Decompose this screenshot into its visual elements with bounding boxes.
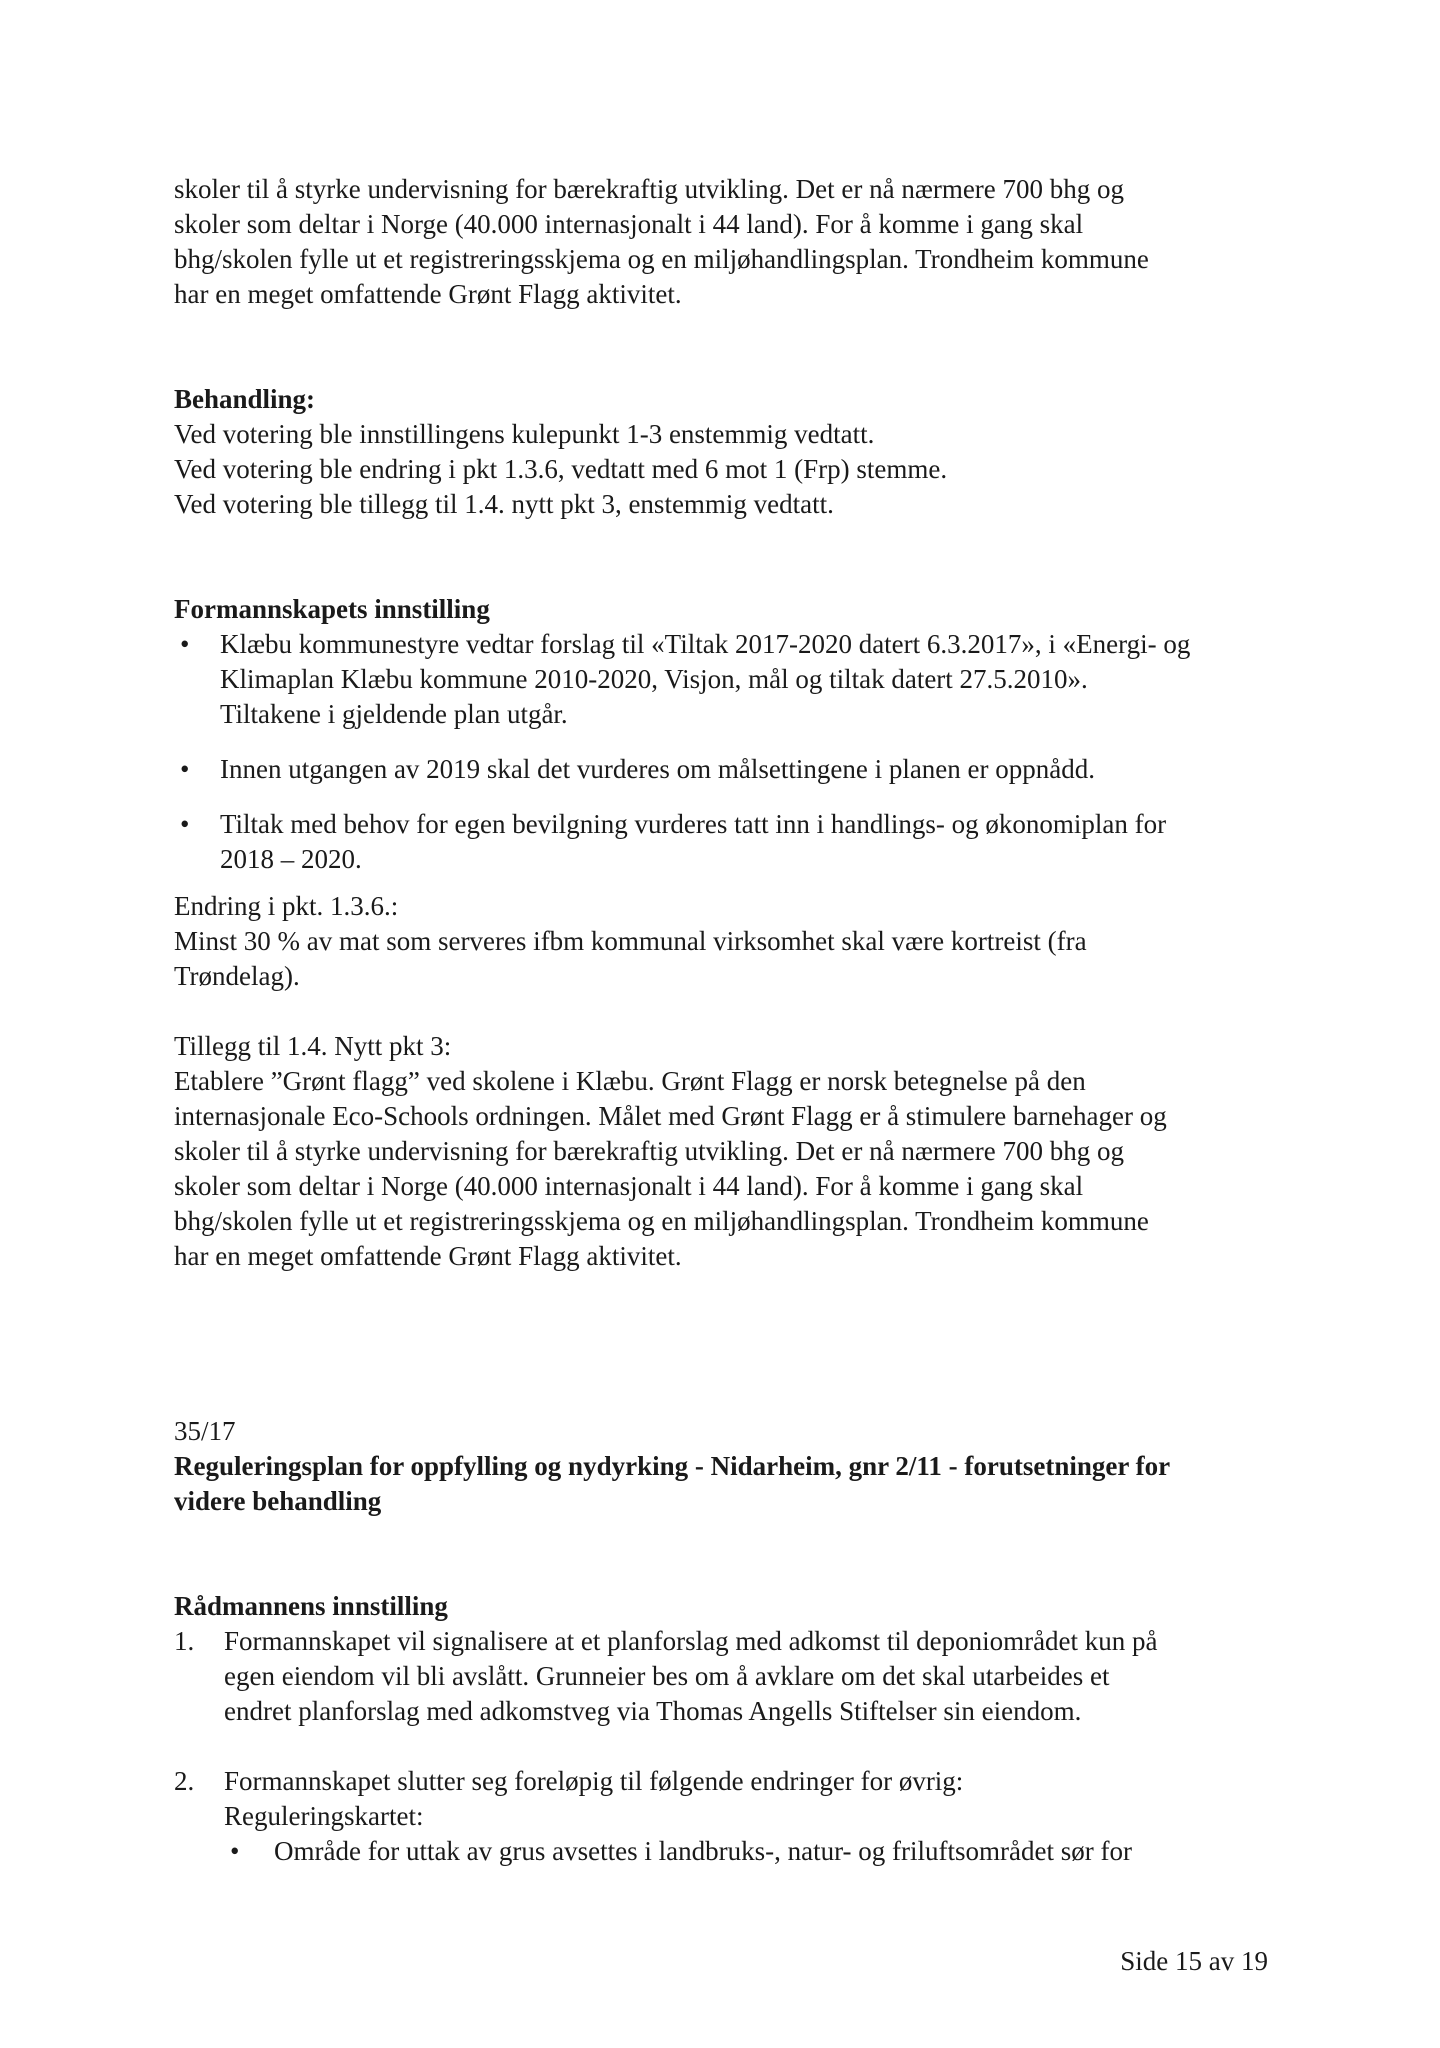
list-item bbox=[174, 627, 1284, 732]
formannskap-section bbox=[174, 592, 1284, 877]
list-item bbox=[174, 752, 1284, 787]
page-number: Side 15 av 19 bbox=[1120, 1946, 1268, 1976]
text-line: bhg/skolen fylle ut et registreringsskjema og en miljøhandlingsplan. Trondheim kommune bbox=[174, 244, 1149, 274]
text-line: skoler til å styrke undervisning for bærekraftig utvikling. Det er nå nærmere 700 bhg og bbox=[174, 1136, 1125, 1166]
text-line: Ved votering ble tillegg til 1.4. nytt pkt 3, enstemmig vedtatt. bbox=[174, 489, 834, 519]
case-title-line: videre behandling bbox=[174, 1486, 382, 1516]
text-line: Ved votering ble endring i pkt 1.3.6, vedtatt med 6 mot 1 (Frp) stemme. bbox=[174, 454, 948, 484]
text-line: skoler som deltar i Norge (40.000 internasjonalt i 44 land). For å komme i gang skal bbox=[174, 1171, 1084, 1201]
text-line: Tiltak med behov for egen bevilgning vurderes tatt inn i handlings- og økonomiplan for bbox=[220, 809, 1167, 839]
case-title-line: Reguleringsplan for oppfylling og nydyrking - Nidarheim, gnr 2/11 - forutsetninger for bbox=[174, 1451, 1171, 1481]
text-line: Ved votering ble innstillingens kulepunkt 1-3 enstemmig vedtatt. bbox=[174, 419, 875, 449]
text-line: Formannskapet slutter seg foreløpig til følgende endringer for øvrig: bbox=[224, 1766, 964, 1796]
behandling-heading: Behandling: bbox=[174, 384, 316, 414]
text-line: Reguleringskartet: bbox=[224, 1801, 424, 1831]
text-line: Klæbu kommunestyre vedtar forslag til «Tiltak 2017-2020 datert 6.3.2017», i «Energi- og bbox=[220, 629, 1191, 659]
text-line: Tiltakene i gjeldende plan utgår. bbox=[220, 699, 568, 729]
item-number: 1. bbox=[174, 1626, 195, 1656]
intro-paragraph bbox=[174, 172, 1284, 312]
case-section bbox=[174, 1414, 1284, 1519]
text-line: 2018 – 2020. bbox=[220, 844, 362, 874]
text-line: Område for uttak av grus avsettes i landbruks-, natur- og friluftsområdet sør for bbox=[274, 1836, 1132, 1866]
formannskap-heading: Formannskapets innstilling bbox=[174, 594, 490, 624]
formannskap-bullets bbox=[174, 627, 1284, 877]
text-line: endret planforslag med adkomstveg via Thomas Angells Stiftelser sin eiendom. bbox=[224, 1696, 1082, 1726]
tillegg-section bbox=[174, 1029, 1284, 1274]
document-page bbox=[174, 172, 1284, 1869]
text-line: bhg/skolen fylle ut et registreringsskjema og en miljøhandlingsplan. Trondheim kommune bbox=[174, 1206, 1149, 1236]
text-line: Innen utgangen av 2019 skal det vurderes om målsettingene i planen er oppnådd. bbox=[220, 754, 1095, 784]
bullet-icon: • bbox=[230, 1836, 240, 1866]
text-line: egen eiendom vil bli avslått. Grunneier bes om å avklare om det skal utarbeides et bbox=[224, 1661, 1110, 1691]
list-item bbox=[174, 807, 1284, 877]
text-line: internasjonale Eco-Schools ordningen. Målet med Grønt Flagg er å stimulere barnehager og bbox=[174, 1101, 1167, 1131]
text-line: skoler som deltar i Norge (40.000 internasjonalt i 44 land). For å komme i gang skal bbox=[174, 209, 1084, 239]
text-line: Etablere ”Grønt flagg” ved skolene i Klæbu. Grønt Flagg er norsk betegnelse på den bbox=[174, 1066, 1086, 1096]
radmann-list bbox=[174, 1624, 1284, 1869]
text-line: Endring i pkt. 1.3.6.: bbox=[174, 891, 399, 921]
text-line: Formannskapet vil signalisere at et planforslag med adkomst til deponiområdet kun på bbox=[224, 1626, 1158, 1656]
text-line: har en meget omfattende Grønt Flagg aktivitet. bbox=[174, 1241, 682, 1271]
case-number: 35/17 bbox=[174, 1416, 236, 1446]
item-number: 2. bbox=[174, 1766, 195, 1796]
text-line: har en meget omfattende Grønt Flagg aktivitet. bbox=[174, 279, 682, 309]
sub-bullets bbox=[224, 1834, 1284, 1869]
endring-section bbox=[174, 889, 1284, 994]
behandling-section bbox=[174, 382, 1284, 522]
text-line: skoler til å styrke undervisning for bærekraftig utvikling. Det er nå nærmere 700 bhg og bbox=[174, 174, 1125, 204]
radmann-section bbox=[174, 1589, 1284, 1869]
list-item bbox=[224, 1834, 1284, 1869]
text-line: Tillegg til 1.4. Nytt pkt 3: bbox=[174, 1031, 452, 1061]
text-line: Minst 30 % av mat som serveres ifbm kommunal virksomhet skal være kortreist (fra bbox=[174, 926, 1087, 956]
bullet-icon: • bbox=[180, 629, 190, 659]
text-line: Trøndelag). bbox=[174, 961, 300, 991]
bullet-icon: • bbox=[180, 809, 190, 839]
radmann-heading: Rådmannens innstilling bbox=[174, 1591, 448, 1621]
list-item bbox=[174, 1764, 1284, 1869]
list-item bbox=[174, 1624, 1284, 1729]
bullet-icon: • bbox=[180, 754, 190, 784]
text-line: Klimaplan Klæbu kommune 2010-2020, Visjon, mål og tiltak datert 27.5.2010». bbox=[220, 664, 1088, 694]
